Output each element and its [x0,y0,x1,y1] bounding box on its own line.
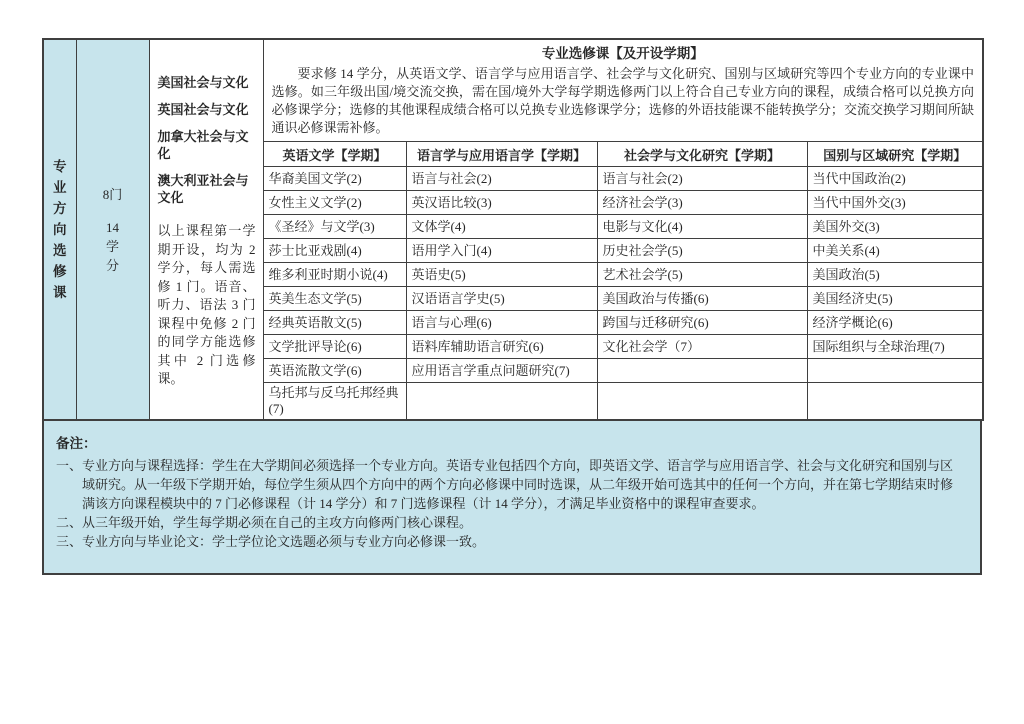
top-row [43,39,983,142]
course-cell: 女性主义文学(2) [263,191,406,215]
category-char: 业 [53,180,67,195]
first-semester-course: 美国社会与文化 [157,75,249,91]
category-char: 向 [53,222,67,237]
count-line: 学 [105,238,119,254]
course-cell: 经济学概论(6) [807,311,983,335]
course-cell: 文化社会学（7） [597,335,807,359]
category-char: 专 [53,159,67,174]
course-cell: 文体学(4) [406,215,597,239]
course-cell [597,383,807,421]
electives-description: 要求修 14 学分，从英语文学、语言学与应用语言学、社会学与文化研究、国别与区域研究等四个专业方向的专业课中选修。如三年级出国/境交流交换，需在国/境外大学每学期选修两门以上符合自己专业方向的课程，成绩合格可以兑换方向必修课学分；选修的其他课程成绩合格可以兑换专业选修课学分；选修的外语技能课不能转换学分；交流交换学习期间所缺通识必修课需补修。 [271,66,975,135]
course-cell: 当代中国外交(3) [807,191,983,215]
column-header: 国别与区域研究【学期】 [807,142,983,167]
count-text [78,185,148,275]
category-label [45,156,75,303]
course-cell: 华裔美国文学(2) [263,167,406,191]
course-cell: 应用语言学重点问题研究(7) [406,359,597,383]
note-item [56,513,966,532]
curriculum-document [42,38,982,575]
first-semester-course: 澳大利亚社会与文化 [157,173,249,206]
course-cell: 英汉语比较(3) [406,191,597,215]
course-cell: 经济社会学(3) [597,191,807,215]
category-label-cell [43,39,76,420]
note-item [56,456,966,513]
first-semester-courses-cell [149,39,263,420]
first-semester-course: 英国社会与文化 [157,102,249,118]
course-cell: 历史社会学(5) [597,239,807,263]
note-item-text: 专业方向与毕业论文：学士学位论文选题必须与专业方向必修课一致。 [82,534,486,549]
note-item-number: 二、 [56,515,83,530]
course-cell: 英语流散文学(6) [263,359,406,383]
notes-section [42,421,982,575]
notes-list [56,456,966,551]
course-cell: 汉语语言学史(5) [406,287,597,311]
column-header: 英语文学【学期】 [263,142,406,167]
column-header: 语言学与应用语言学【学期】 [406,142,597,167]
electives-header-cell [263,39,983,142]
course-cell: 语言与社会(2) [406,167,597,191]
column-header: 社会学与文化研究【学期】 [597,142,807,167]
course-cell: 英美生态文学(5) [263,287,406,311]
course-cell: 维多利亚时期小说(4) [263,263,406,287]
course-cell: 美国政治(5) [807,263,983,287]
note-item-number: 一、 [56,458,83,473]
count-cell [76,39,149,420]
first-semester-course-list [158,74,256,206]
course-cell: 美国经济史(5) [807,287,983,311]
course-cell: 当代中国政治(2) [807,167,983,191]
course-cell: 语料库辅助语言研究(6) [406,335,597,359]
category-char: 选 [53,243,67,258]
note-item-number: 三、 [56,534,83,549]
course-cell: 语言与社会(2) [597,167,807,191]
category-char: 修 [53,264,67,279]
course-cell: 美国外交(3) [807,215,983,239]
course-cell: 英语史(5) [406,263,597,287]
first-semester-note: 以上课程第一学期开设，均为 2 学分，每人需选修 1 门。语音、听力、语法 3 门课程中免修 2 门的同学方能选修其中 2 门选修课。 [157,223,256,387]
note-item [56,532,966,551]
course-cell: 国际组织与全球治理(7) [807,335,983,359]
course-cell [807,359,983,383]
count-line: 8门 [102,186,123,202]
course-cell: 《圣经》与文学(3) [263,215,406,239]
note-item-text: 从三年级开始，学生每学期必须在自己的主攻方向修两门核心课程。 [82,515,473,530]
curriculum-table [42,38,984,421]
course-cell [406,383,597,421]
course-cell: 跨国与迁移研究(6) [597,311,807,335]
course-cell: 莎士比亚戏剧(4) [263,239,406,263]
course-cell: 乌托邦与反乌托邦经典(7) [263,383,406,421]
note-item-text: 专业方向与课程选择：学生在大学期间必须选择一个专业方向。英语专业包括四个方向，即英语文学、语言学与应用语言学、社会与文化研究和国别与区域研究。从一年级下学期开始，每位学生须从四个方向中的两个方向必修课中同时选课，从二年级开始可选其中的任何一个方向，并在第七学期结束时修满该方向课程模块中的 7 门必修课程（计 14 学分）和 7 门选修课程（计 14 学分），才满足毕业资格中的课程审查要求。 [82,458,954,511]
category-char: 方 [53,201,67,216]
count-line: 分 [105,257,119,273]
course-cell: 文学批评导论(6) [263,335,406,359]
first-semester-course: 加拿大社会与文化 [157,129,249,162]
course-cell: 电影与文化(4) [597,215,807,239]
course-cell: 美国政治与传播(6) [597,287,807,311]
category-char: 课 [53,285,67,300]
count-line: 14 [106,219,119,235]
course-cell [597,359,807,383]
course-cell: 经典英语散文(5) [263,311,406,335]
course-cell: 中美关系(4) [807,239,983,263]
electives-title: 专业选修课【及开设学期】 [541,46,704,61]
course-cell [807,383,983,421]
course-cell: 语言与心理(6) [406,311,597,335]
course-cell: 语用学入门(4) [406,239,597,263]
course-cell: 艺术社会学(5) [597,263,807,287]
notes-title: 备注： [56,436,97,451]
